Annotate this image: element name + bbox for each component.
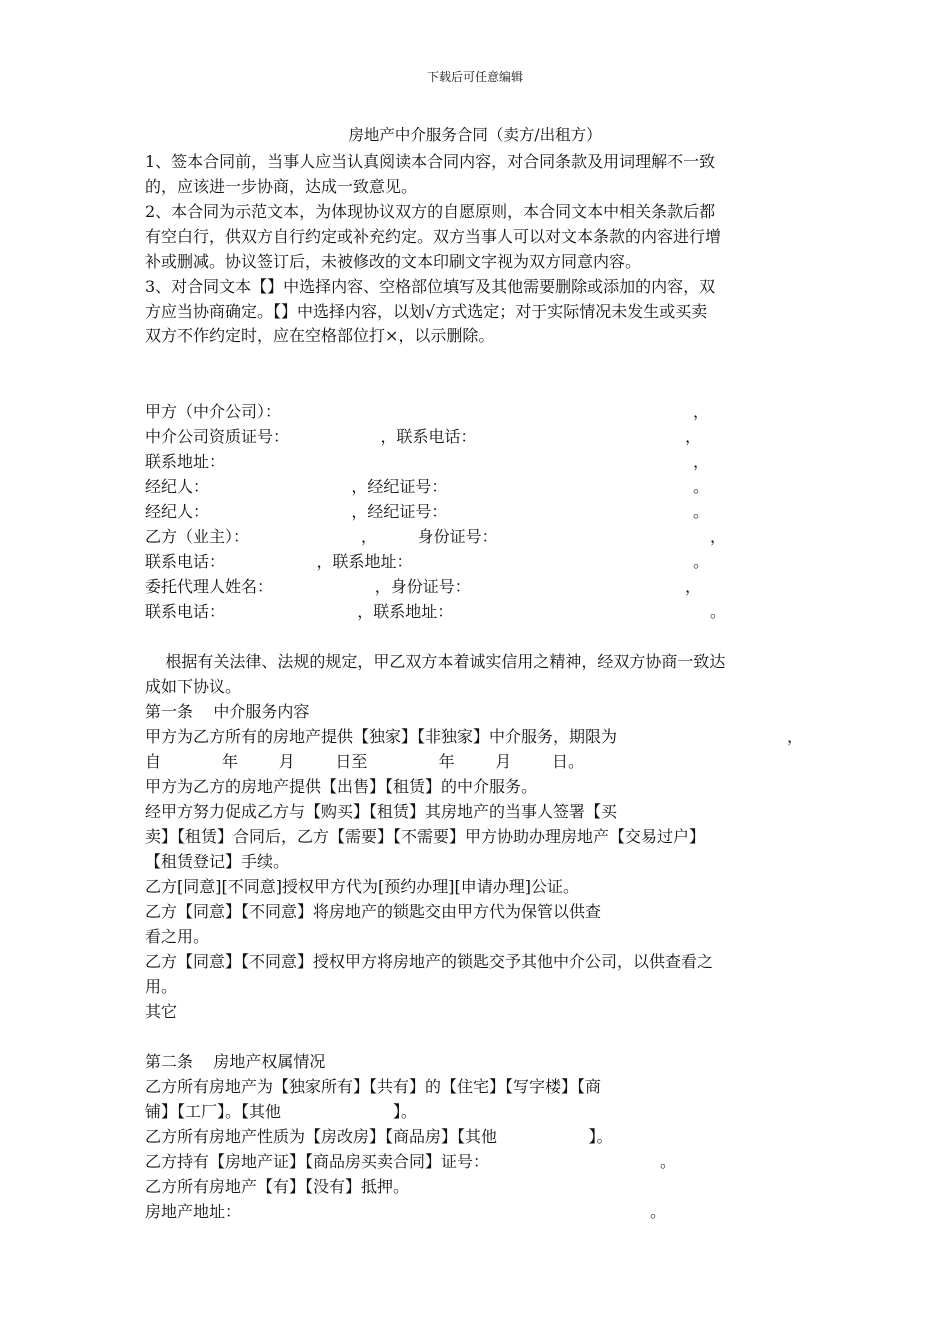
text-line: 卖】【租赁】合同后，乙方【需要】【不需要】甲方协助办理房地产【交易过户】 [145,827,706,846]
line-end-mark: 。 [650,1202,667,1221]
party-b-line: 乙方（业主）： ， 身份证号： [145,527,498,546]
text-line: 乙方所有房地产为【独家所有】【共有】的【住宅】【写字楼】【商 [145,1077,602,1096]
agent-line: 经纪人： ，经纪证号： [145,477,448,496]
line-end-mark: 。 [710,602,727,621]
text-line: 乙方[同意][不同意]授权甲方代为[预约办理][申请办理]公证。 [145,877,579,896]
agent-line: 经纪人： ，经纪证号： [145,502,448,521]
contact-line: 联系电话： ，联系地址： [145,552,413,571]
proxy-line: 委托代理人姓名： ，身份证号： [145,577,471,596]
text-line: 3、对合同文本【】中选择内容、空格部位填写及其他需要删除或添加的内容，双 [145,277,716,296]
document-title: 房地产中介服务合同（卖方/出租方） [348,126,602,144]
text-line: 铺】【工厂】。【其他 】。 [145,1102,417,1121]
line-end-mark: ， [787,727,804,746]
line-end-mark: 。 [693,502,710,521]
text-line: 看之用。 [145,927,210,946]
text-line: 乙方【同意】【不同意】授权甲方将房地产的锁匙交予其他中介公司，以供查看之 [145,952,714,971]
line-end-mark: 。 [693,477,710,496]
text-line: 自 年 月 日至 年 月 日。 [145,752,584,771]
text-line: 甲方为乙方的房地产提供【出售】【租赁】的中介服务。 [145,777,538,796]
preamble-line: 根据有关法律、法规的规定，甲乙双方本着诚实信用之精神，经双方协商一致达 [145,652,726,671]
address-line: 联系地址： [145,452,226,471]
line-end-mark: 。 [660,1152,677,1171]
text-line: 的，应该进一步协商，达成一致意见。 [145,177,418,196]
article-heading: 第一条 中介服务内容 [145,702,310,721]
text-line: 甲方为乙方所有的房地产提供【独家】【非独家】中介服务，期限为 [145,727,618,746]
text-line: 房地产地址： [145,1202,242,1221]
text-line: 2、本合同为示范文本，为体现协议双方的自愿原则，本合同文本中相关条款后都 [145,202,716,221]
preamble-line: 成如下协议。 [145,677,242,696]
page-header: 下载后可任意编辑 [426,70,523,84]
text-line: 用。 [145,977,178,996]
text-line: 乙方【同意】【不同意】将房地产的锁匙交由甲方代为保管以供查 [145,902,602,921]
license-line: 中介公司资质证号： ，联系电话： [145,427,477,446]
text-line: 乙方所有房地产【有】【没有】抵押。 [145,1177,410,1196]
text-line: 补或删减。协议签订后，未被修改的文本印刷文字视为双方同意内容。 [145,252,642,271]
line-end-mark: ， [685,577,702,596]
line-end-mark: ， [693,402,710,421]
text-line: 【租赁登记】手续。 [145,852,290,871]
text-line: 有空白行，供双方自行约定或补充约定。双方当事人可以对文本条款的内容进行增 [145,227,722,246]
text-line: 乙方持有【房地产证】【商品房买卖合同】证号： [145,1152,490,1171]
text-line: 1、签本合同前，当事人应当认真阅读本合同内容，对合同条款及用词理解不一致 [145,152,716,171]
text-line: 其它 [145,1002,178,1021]
party-a-line: 甲方（中介公司）： [145,402,282,421]
article-heading: 第二条 房地产权属情况 [145,1052,326,1071]
text-line: 经甲方努力促成乙方与【购买】【租赁】其房地产的当事人签署【买 [145,802,618,821]
contact-line: 联系电话： ，联系地址： [145,602,454,621]
line-end-mark: ， [685,427,702,446]
text-line: 乙方所有房地产性质为【房改房】【商品房】【其他 】。 [145,1127,613,1146]
text-line: 方应当协商确定。【】中选择内容，以划√方式选定；对于实际情况未发生或买卖 [145,302,708,321]
text-line: 双方不作约定时，应在空格部位打×，以示删除。 [145,326,495,345]
line-end-mark: ， [710,527,727,546]
line-end-mark: ， [693,452,710,471]
line-end-mark: 。 [693,552,710,571]
